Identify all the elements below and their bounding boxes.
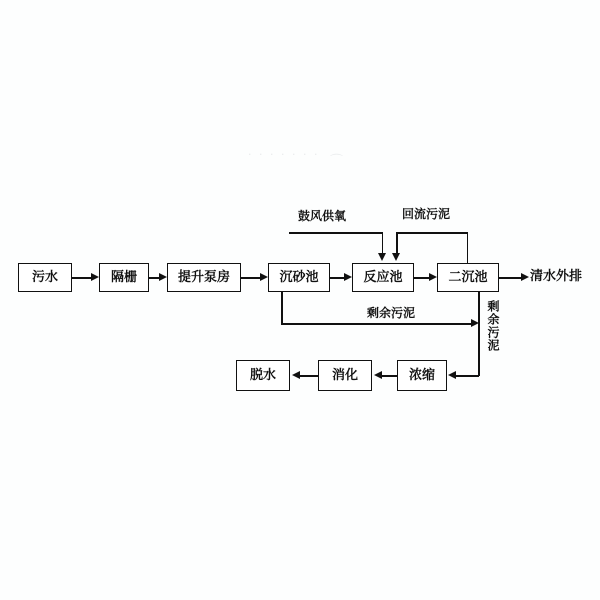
- arrowhead-digest-dewater: [292, 371, 300, 379]
- node-label: 沉砂池: [279, 270, 319, 285]
- node-label: 反应池: [363, 270, 403, 285]
- watermark-mark: ⌒: [330, 154, 346, 169]
- node-thickening[interactable]: [397, 360, 447, 391]
- node-sewage[interactable]: [18, 263, 72, 292]
- node-dewatering[interactable]: [236, 360, 290, 391]
- label-aeration: 鼓风供氧: [298, 209, 347, 223]
- node-label: 消化: [331, 368, 358, 383]
- connector-aeration-vertical: [382, 232, 384, 253]
- connector-excess-sludge-horizontal: [281, 323, 471, 325]
- connector-clarifier-to-thicken-vertical: [478, 292, 480, 376]
- label-return-sludge: 回流污泥: [402, 207, 451, 221]
- arrowhead-reactor-clarifier: [429, 273, 437, 281]
- connector-thicken-digest: [382, 375, 397, 377]
- node-label: 提升泵房: [177, 270, 230, 285]
- connector-grille-pump: [149, 277, 159, 279]
- connector-return-sludge-horizontal: [396, 232, 468, 234]
- arrowhead-grit-reactor: [344, 273, 352, 281]
- arrowhead-aeration: [378, 253, 386, 261]
- arrowhead-clarifier-outlet: [521, 273, 529, 281]
- node-label: 污水: [31, 270, 58, 285]
- node-grit-chamber[interactable]: [268, 263, 330, 292]
- label-excess-sludge: 剩余污泥: [367, 306, 416, 320]
- connector-reactor-clarifier: [414, 277, 429, 279]
- node-digestion[interactable]: [318, 360, 372, 391]
- node-label: 脱水: [249, 368, 276, 383]
- label-excess-sludge-vertical: 剩余污泥: [486, 300, 500, 352]
- watermark-text: · · · · · · ·: [248, 148, 320, 161]
- connector-digest-dewater: [300, 375, 318, 377]
- node-label: 二沉池: [448, 270, 488, 285]
- connector-aeration-horizontal: [289, 232, 383, 234]
- node-grille[interactable]: [99, 263, 149, 292]
- connector-return-sludge-riser: [467, 232, 469, 263]
- connector-grit-reactor: [330, 277, 344, 279]
- connector-clarifier-to-thicken-horizontal: [456, 375, 479, 377]
- connector-excess-sludge-drop-left: [281, 292, 283, 324]
- node-secondary-clarifier[interactable]: [437, 263, 499, 292]
- node-reaction-tank[interactable]: [352, 263, 414, 292]
- node-label: 隔栅: [110, 270, 137, 285]
- connector-pump-grit: [241, 277, 260, 279]
- arrowhead-thicken-digest: [374, 371, 382, 379]
- node-label: 浓缩: [408, 368, 435, 383]
- node-pump-house[interactable]: [167, 263, 241, 292]
- connector-sewage-grille: [72, 277, 91, 279]
- connector-return-sludge-drop: [396, 232, 398, 253]
- arrowhead-return-sludge: [392, 253, 400, 261]
- arrowhead-to-thicken: [448, 371, 456, 379]
- arrowhead-sewage-grille: [91, 273, 99, 281]
- arrowhead-grille-pump: [159, 273, 167, 281]
- arrowhead-pump-grit: [260, 273, 268, 281]
- connector-clarifier-outlet: [499, 277, 521, 279]
- label-clean-water-discharge: 清水外排: [530, 269, 583, 284]
